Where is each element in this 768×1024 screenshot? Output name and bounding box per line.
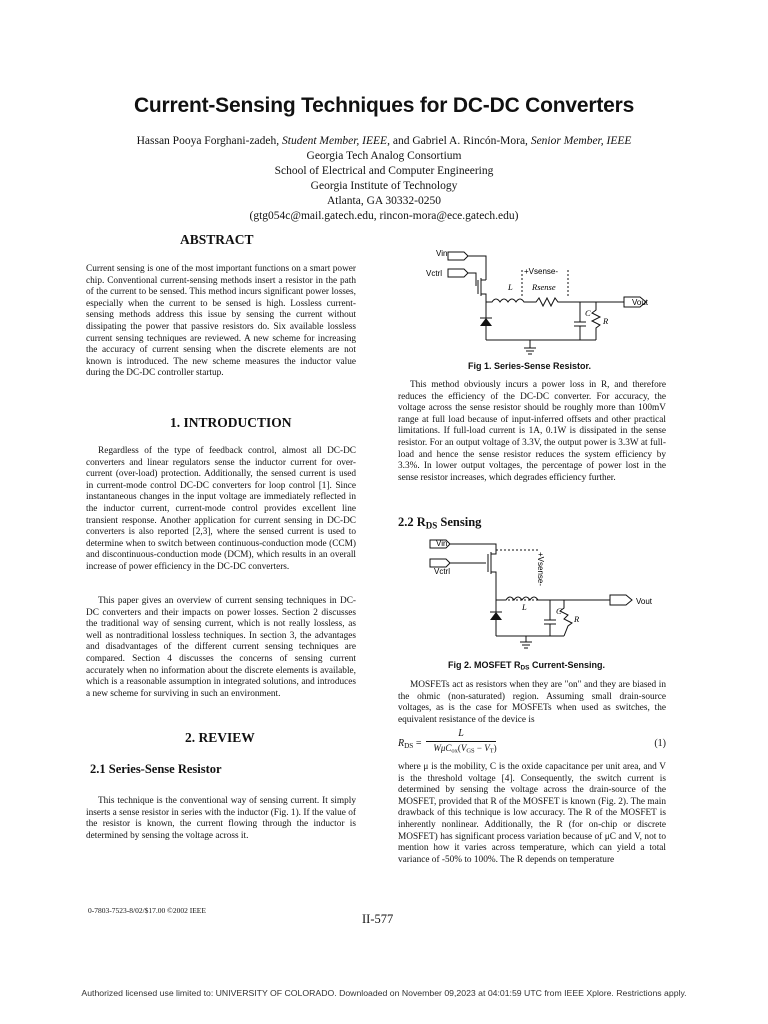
equation-number: (1) xyxy=(654,738,666,749)
isbn-copyright: 0-7803-7523-8/02/$17.00 ©2002 IEEE xyxy=(88,906,206,915)
author-1-role: Student Member, IEEE xyxy=(282,135,388,147)
section-2-2-text: MOSFETs act as resistors when they are "on" and they are biased in the ohmic (non-saturated) region. Assuming small drain-source voltages, as is the case for MOSFETs when used as switches, the equivalent resistance of the device is xyxy=(398,680,666,725)
equation-lhs: $R_{DS}$ = xyxy=(398,738,422,750)
fig2-c-label: C xyxy=(556,606,562,616)
vin-terminal xyxy=(448,252,468,260)
abstract-text: Current sensing is one of the most important functions on a smart power chip. Conventional current-sensing methods insert a resistor in the path of the current to be sensed. This method incurs significant power losses, especially when the current to be sensed is high. Lossless current-sensing methods address this issue by sensing the current without dissipating the power that passive resistors do. Six available lossless current sensing techniques are reviewed. A new scheme for increasing the accuracy of current sensing when the discrete elements are not known is introduced. The new scheme measures the inductor value during the DC-DC controller startup. xyxy=(86,264,356,379)
fig1-c-label: C xyxy=(585,308,591,318)
section-2-1-text: This technique is the conventional way of sensing current. It simply inserts a sense resistor in series with the inductor (Fig. 1). If the value of the resistor is known, the current flowing through the inductor is determined by sensing the voltage across it. xyxy=(86,796,356,841)
fig1-series-sense-resistor-schematic xyxy=(410,244,650,360)
affiliation-2: School of Electrical and Computer Engineering xyxy=(274,165,494,177)
author-1: Hassan Pooya Forghani-zadeh, xyxy=(136,135,283,147)
author-line xyxy=(0,134,768,149)
fig1-vsense-label: +Vsense- xyxy=(524,267,559,276)
equation-denominator: $W\mu C_{ox}(V_{GS} - V_T)$ xyxy=(433,743,497,755)
fig1-vin-label: Vin xyxy=(436,249,448,258)
fig2-inductor-label: L xyxy=(522,602,527,612)
section-2-1-continued-text: This method obviously incurs a power loss in R, and therefore reduces the efficiency of the DC-DC converter. For accuracy, the voltage across the sense resistor should be roughly more than 100mV range at full load because of input-inferred offsets and other practical limitations. If full-load current is 1A, 0.1W is dissipated in the sense resistor. For an output voltage of 3.3V, the output power is 3.3W at full-load and hence the sense resistor reduces the system efficiency by 3.3%. In lower output voltages, the percentage of power lost in the sense resistor increases, which degrades efficiency further. xyxy=(398,380,666,483)
introduction-heading: 1. INTRODUCTION xyxy=(170,415,292,430)
fig1-inductor-label: L xyxy=(508,282,513,292)
fig1-r-label: R xyxy=(603,316,609,326)
page-number: II-577 xyxy=(362,912,394,926)
author-2-role: Senior Member, IEEE xyxy=(530,135,632,147)
affiliation-4: Atlanta, GA 30332-0250 xyxy=(326,195,442,207)
fig1-vctrl-label: Vctrl xyxy=(426,269,442,278)
author-2: , and Gabriel A. Rincón-Mora, xyxy=(387,135,531,147)
equation-1 xyxy=(398,728,666,760)
fig1-vout-label: Vout xyxy=(631,298,648,307)
paper-title: Current-Sensing Techniques for DC-DC Converters xyxy=(133,94,635,117)
section-2-1-heading: 2.1 Series-Sense Resistor xyxy=(90,762,222,776)
fig2-vin-label: Vin xyxy=(436,539,448,548)
introduction-paragraph-2: This paper gives an overview of current sensing techniques in DC-DC converters and their impacts on power losses. Section 2 discusses the traditional way of sensing current, which is not really lossless, as well as nontraditional lossless techniques. In section 3, the advantages and disadvantages of the different current sensing techniques are compared. Section 4 discusses the concerns of sensing current accurately when no information about the discrete elements is available, which is a reasonable assumption in integrated solutions, and introduces a new scheme for surviving in such an environment. xyxy=(86,596,356,699)
vout-terminal xyxy=(610,595,632,605)
abstract-heading: ABSTRACT xyxy=(180,232,254,247)
fig2-r-label: R xyxy=(574,614,580,624)
introduction-paragraph-1: Regardless of the type of feedback control, almost all DC-DC converters and linear regulators sense the inductor current for over-current (over-load) protection. Additionally, the sensed current is used in current-mode control DC-DC converters for loop control [1]. Since instantaneous changes in the input voltage are immediately reflected in the inductor current, current-mode control provides excellent line transient response. Another application for current sensing in DC-DC converters is also reported [2,3], where the sensed current is used to determine when to switch between continuous-conduction mode (CCM) and discontinuous-conduction mode (DCM), which results in an overall increase of power efficiency in the DC-DC converters. xyxy=(86,446,356,572)
equation-numerator: L xyxy=(458,728,464,739)
fig1-rsense-label: Rsense xyxy=(532,282,556,292)
section-2-2-heading: 2.2 $R_{DS}$ Sensing xyxy=(398,515,482,531)
author-block xyxy=(0,134,768,224)
review-heading: 2. REVIEW xyxy=(185,730,255,745)
fig2-vctrl-label: Vctrl xyxy=(434,567,450,576)
fig1-caption: Fig 1. Series-Sense Resistor. xyxy=(468,361,592,371)
fig2-vsense-label: +Vsense- xyxy=(536,552,545,587)
section-2-2-continued-text: where μ is the mobility, C is the oxide capacitance per unit area, and V is the threshold voltage [4]. Consequently, the switch current is determined by sensing the voltage across the drain-source of the MOSFET, provided that R of the MOSFET is known (Fig. 2). The main drawback of this technique is low accuracy. The R of the MOSFET is inherently nonlinear. Additionally, the R (for on-chip or discrete MOSFET) has significant process variation because of μC and V, not to mention how it varies across temperature, which can yield a total variance of -50% to 100%. The R depends on temperature xyxy=(398,762,666,865)
license-notice: Authorized licensed use limited to: UNIVERSITY OF COLORADO. Downloaded on November 09,2023 at 04:01:59 UTC from IEEE Xplore. Restrictions apply. xyxy=(81,988,687,998)
affiliation-3: Georgia Institute of Technology xyxy=(310,180,458,192)
author-emails: (gtg054c@mail.gatech.edu, rincon-mora@ece.gatech.edu) xyxy=(249,210,519,222)
fig2-caption: Fig 2. MOSFET $R_{DS}$ Current-Sensing. xyxy=(448,660,606,672)
vctrl-terminal xyxy=(430,559,450,567)
vctrl-terminal xyxy=(448,269,468,277)
affiliation-1: Georgia Tech Analog Consortium xyxy=(306,150,462,162)
fig2-mosfet-rds-schematic xyxy=(410,532,653,656)
fig2-vout-label: Vout xyxy=(636,597,653,606)
